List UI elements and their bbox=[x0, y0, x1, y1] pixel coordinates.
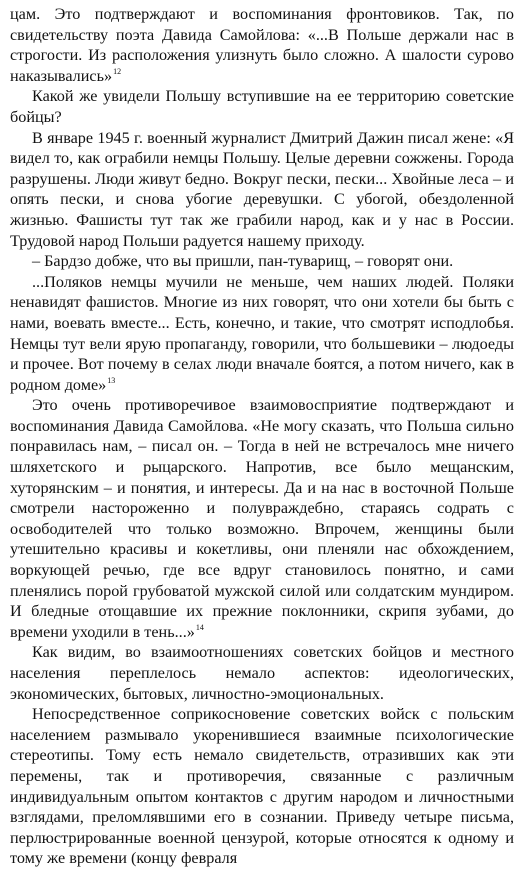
paragraph-6 bbox=[10, 395, 514, 642]
paragraph-3-text: В январе 1945 г. военный журналист Дмитрий Дажин писал жене: «Я видел то, как ограбили немцы Польшу. Целые деревни сожжены. Города разрушены. Люди живут бедно. Вокруг пески, пески... Хвойные леса – и опять пески, и снова убогие деревушки. С убогой, обездоленной жизнью. Фашисты тут так же грабили народ, как и у нас в России. Трудовой народ Польши радуется нашему приходу. bbox=[10, 128, 514, 250]
paragraph-1 bbox=[10, 4, 514, 86]
paragraph-2-text: Какой же увидели Польшу вступившие на ее территорию советские бойцы? bbox=[10, 87, 514, 126]
paragraph-4-text: – Бардзо добже, что вы пришли, пан-туварищ, – говорят они. bbox=[32, 252, 454, 271]
paragraph-6-text: Это очень противоречивое взаимовосприятие подтверждают и воспоминания Давида Самойлова. «Не могу сказать, что Польша сильно понравилась нам, – писал он. – Тогда в ней не встречалось мне ничего шляхетского и рыцарского. Напротив, все было мещанским, хуторянским – и понятия, и интересы. Да и на нас в восточной Польше смотрели настороженно и полувраждебно, стараясь содрать с освободителей что только возможно. Впрочем, женщины были утешительно красивы и кокетливы, они пленяли нас обхождением, воркующей речью, где все вдруг становилось понятно, и сами пленялись порой грубоватой мужской силой или солдатским мундиром. И бледные отощавшие их прежние поклонники, скрипя зубами, до времени уходили в тень...» bbox=[10, 396, 514, 641]
paragraph-7-text: Как видим, во взаимоотношениях советских бойцов и местного населения переплелось немало аспектов: идеологических, экономических, бытовых, личностно-эмоциональных. bbox=[10, 643, 514, 703]
paragraph-4 bbox=[10, 251, 514, 272]
paragraph-8-text: Непосредственное соприкосновение советских войск с польским населением размывало укоренившиеся взаимные психологические стереотипы. Тому есть немало свидетельств, отразивших как эти перемены, так и противоречия, связанные с различным индивидуальным опытом контактов с другим народом и личностными взглядами, преломлявшими его в сознании. Приведу четыре письма, перлюстрированные военной цензурой, которые относятся к одному и тому же времени (концу февраля bbox=[10, 705, 514, 868]
paragraph-1-text: цам. Это подтверждают и воспоминания фронтовиков. Так, по свидетельству поэта Давида Самойлова: «...В Польше держали нас в строгости. Из расположения улизнуть было сложно. А шалости сурово наказывались» bbox=[10, 5, 514, 85]
paragraph-5 bbox=[10, 272, 514, 396]
paragraph-3 bbox=[10, 128, 514, 252]
document-page bbox=[10, 4, 514, 869]
paragraph-7 bbox=[10, 642, 514, 704]
footnote-ref-13: 13 bbox=[107, 376, 116, 386]
paragraph-2 bbox=[10, 86, 514, 127]
footnote-ref-12: 12 bbox=[113, 67, 122, 77]
paragraph-8 bbox=[10, 704, 514, 869]
footnote-ref-14: 14 bbox=[195, 623, 204, 633]
paragraph-5-text: ...Поляков немцы мучили не меньше, чем наших людей. Поляки ненавидят фашистов. Многие из них говорят, что они хотели бы быть с нами, воевать вместе... Есть, конечно, и такие, что смотрят исподлобья. Немцы тут вели ярую пропаганду, говорили, что большевики – людоеды и прочее. Вот почему в селах люди вначале боятся, а потом ничего, как в родном доме» bbox=[10, 272, 514, 394]
